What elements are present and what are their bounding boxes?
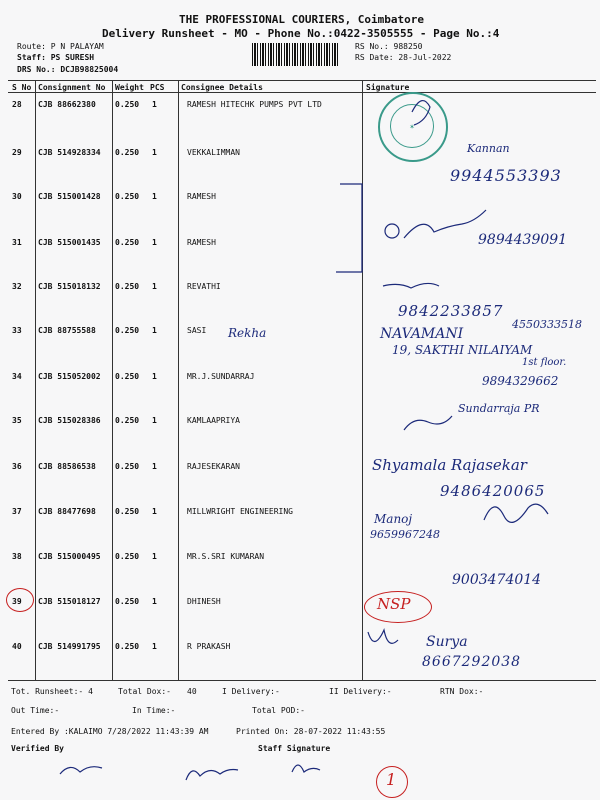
row-sno: 34	[12, 372, 22, 381]
handwritten-phone: 9486420065	[440, 482, 546, 500]
page-circle-number: 1	[386, 770, 397, 789]
row-consignee: RAMESH HITECHK PUMPS PVT LTD	[187, 100, 322, 109]
handwritten-address: 1st floor.	[522, 357, 567, 368]
signature-stroke	[368, 630, 398, 643]
handwritten-name: Kannan	[467, 142, 510, 155]
row-consignee: MR.J.SUNDARRAJ	[187, 372, 255, 381]
row-pcs: 1	[152, 148, 157, 157]
row-sno: 35	[12, 416, 22, 425]
row-consignment: CJB 515018127	[38, 597, 101, 606]
bracket-mark	[336, 184, 362, 272]
handwritten-phone: 9003474014	[452, 572, 542, 588]
total-dox-value: 40	[187, 687, 197, 696]
col-header-consignment: Consignment No	[38, 83, 106, 92]
row-consignment: CJB 88477698	[38, 507, 96, 516]
row-consignee: SASI	[187, 326, 207, 335]
entered-by: Entered By :KALAIMO 7/28/2022 11:43:39 AM	[11, 727, 209, 736]
row-consignee: KAMLAAPRIYA	[187, 416, 240, 425]
row-consignee: RAMESH	[187, 192, 216, 201]
staff-signature-stroke	[292, 765, 320, 772]
row-weight: 0.250	[115, 597, 140, 606]
row-consignee: R PRAKASH	[187, 642, 231, 651]
row-consignment: CJB 88586538	[38, 462, 96, 471]
row-sno: 29	[12, 148, 22, 157]
handwritten-name: Surya	[426, 634, 468, 650]
row-consignment: CJB 514928334	[38, 148, 101, 157]
row-consignment: CJB 514991795	[38, 642, 101, 651]
row-consignee: REVATHI	[187, 282, 221, 291]
row-consignment: CJB 88755588	[38, 326, 96, 335]
col-header-weight: Weight	[115, 83, 144, 92]
route-value: P N PALAYAM	[50, 42, 104, 51]
row-consignment: CJB 515052002	[38, 372, 101, 381]
row-consignee: RAJESEKARAN	[187, 462, 240, 471]
row-sno: 40	[12, 642, 22, 651]
row-weight: 0.250	[115, 238, 140, 247]
row-weight: 0.250	[115, 148, 140, 157]
row-sno: 37	[12, 507, 22, 516]
row-consignee: DHINESH	[187, 597, 221, 606]
row-consignee: RAMESH	[187, 238, 216, 247]
row-sno: 39	[12, 597, 22, 606]
handwritten-address: 19, SAKTHI NILAIYAM	[392, 343, 533, 357]
handwritten-name: Shyamala Rajasekar	[372, 456, 527, 474]
row-consignment: CJB 515001428	[38, 192, 101, 201]
verifier-signature	[60, 767, 102, 774]
row-sno: 33	[12, 326, 22, 335]
handwritten-phone: 9894329662	[482, 374, 559, 388]
staff-signature-label: Staff Signature	[258, 744, 331, 753]
row-weight: 0.250	[115, 552, 140, 561]
signature-stroke	[412, 101, 430, 125]
tot-runsheet: Tot. Runsheet:- 4	[11, 687, 93, 696]
row-sno: 31	[12, 238, 22, 247]
row-pcs: 1	[152, 192, 157, 201]
signature-stroke	[385, 224, 399, 238]
handwritten-phone: 9659967248	[370, 528, 440, 541]
col-header-sno: S No	[12, 83, 32, 92]
rtn-dox: RTN Dox:-	[440, 687, 484, 696]
signature-stroke	[383, 283, 439, 288]
row-sno: 30	[12, 192, 22, 201]
handwritten-name: Manoj	[374, 512, 413, 526]
drs-value: DCJB98825004	[60, 65, 119, 74]
total-dox-label: Total Dox:-	[118, 687, 171, 696]
total-pod: Total POD:-	[252, 706, 305, 715]
col-header-pcs: PCS	[150, 83, 165, 92]
nsp-mark: NSP	[377, 595, 411, 613]
row-weight: 0.250	[115, 642, 140, 651]
row-pcs: 1	[152, 552, 157, 561]
row-sno: 36	[12, 462, 22, 471]
handwritten-phone: 9842233857	[398, 302, 504, 320]
row-pcs: 1	[152, 100, 157, 109]
row-weight: 0.250	[115, 192, 140, 201]
row-consignment: CJB 88662380	[38, 100, 96, 109]
row-pcs: 1	[152, 642, 157, 651]
printed-on: Printed On: 28-07-2022 11:43:55	[236, 727, 386, 736]
verifier-signature	[186, 770, 238, 781]
rs-no-value: 988250	[393, 42, 423, 51]
row-weight: 0.250	[115, 326, 140, 335]
runsheet-title: Delivery Runsheet - MO - Phone No.:0422-3505555 - Page No.:4	[102, 27, 500, 40]
row-pcs: 1	[152, 507, 157, 516]
handwritten-phone: 9894439091	[478, 232, 568, 248]
ii-delivery: II Delivery:-	[329, 687, 392, 696]
row-weight: 0.250	[115, 282, 140, 291]
row-pcs: 1	[152, 597, 157, 606]
rs-no-label: RS No.:	[355, 42, 389, 51]
handwritten-name: NAVAMANI	[380, 326, 464, 342]
row-pcs: 1	[152, 372, 157, 381]
out-time: Out Time:-	[11, 706, 60, 715]
staff-value: PS SURESH	[50, 53, 95, 62]
col-header-signature: Signature	[366, 83, 410, 92]
verified-by-label: Verified By	[11, 744, 64, 753]
signature-stroke	[484, 504, 548, 522]
row-consignment: CJB 515000495	[38, 552, 101, 561]
handwritten-phone: 8667292038	[422, 654, 522, 670]
row-consignee: MR.S.SRI KUMARAN	[187, 552, 265, 561]
row-weight: 0.250	[115, 372, 140, 381]
i-delivery: I Delivery:-	[222, 687, 280, 696]
signature-stroke	[404, 416, 452, 430]
row-weight: 0.250	[115, 100, 140, 109]
rs-date-value: 28-Jul-2022	[398, 53, 452, 62]
col-header-consignee: Consignee Details	[181, 83, 263, 92]
handwritten-name: Sundarraja PR	[458, 402, 540, 415]
handwritten-note: Rekha	[228, 326, 267, 340]
in-time: In Time:-	[132, 706, 176, 715]
staff-label: Staff:	[17, 53, 46, 62]
row-pcs: 1	[152, 282, 157, 291]
row-pcs: 1	[152, 238, 157, 247]
drs-label: DRS No.:	[17, 65, 56, 74]
row-weight: 0.250	[115, 462, 140, 471]
row-consignment: CJB 515028386	[38, 416, 101, 425]
row-sno: 38	[12, 552, 22, 561]
row-consignment: CJB 515018132	[38, 282, 101, 291]
row-pcs: 1	[152, 326, 157, 335]
handwritten-phone: 4550333518	[512, 318, 582, 331]
handwritten-phone: 9944553393	[450, 166, 562, 185]
row-weight: 0.250	[115, 416, 140, 425]
row-sno: 28	[12, 100, 22, 109]
stamp-inner-ring: ✶	[390, 104, 434, 148]
row-consignee: VEKKALIMMAN	[187, 148, 240, 157]
signature-stroke	[404, 210, 486, 238]
row-consignee: MILLWRIGHT ENGINEERING	[187, 507, 293, 516]
row-sno: 32	[12, 282, 22, 291]
company-title: THE PROFESSIONAL COURIERS, Coimbatore	[179, 13, 425, 26]
row-consignment: CJB 515001435	[38, 238, 101, 247]
row-weight: 0.250	[115, 507, 140, 516]
row-pcs: 1	[152, 462, 157, 471]
rs-date-label: RS Date:	[355, 53, 394, 62]
row-pcs: 1	[152, 416, 157, 425]
route-label: Route:	[17, 42, 46, 51]
